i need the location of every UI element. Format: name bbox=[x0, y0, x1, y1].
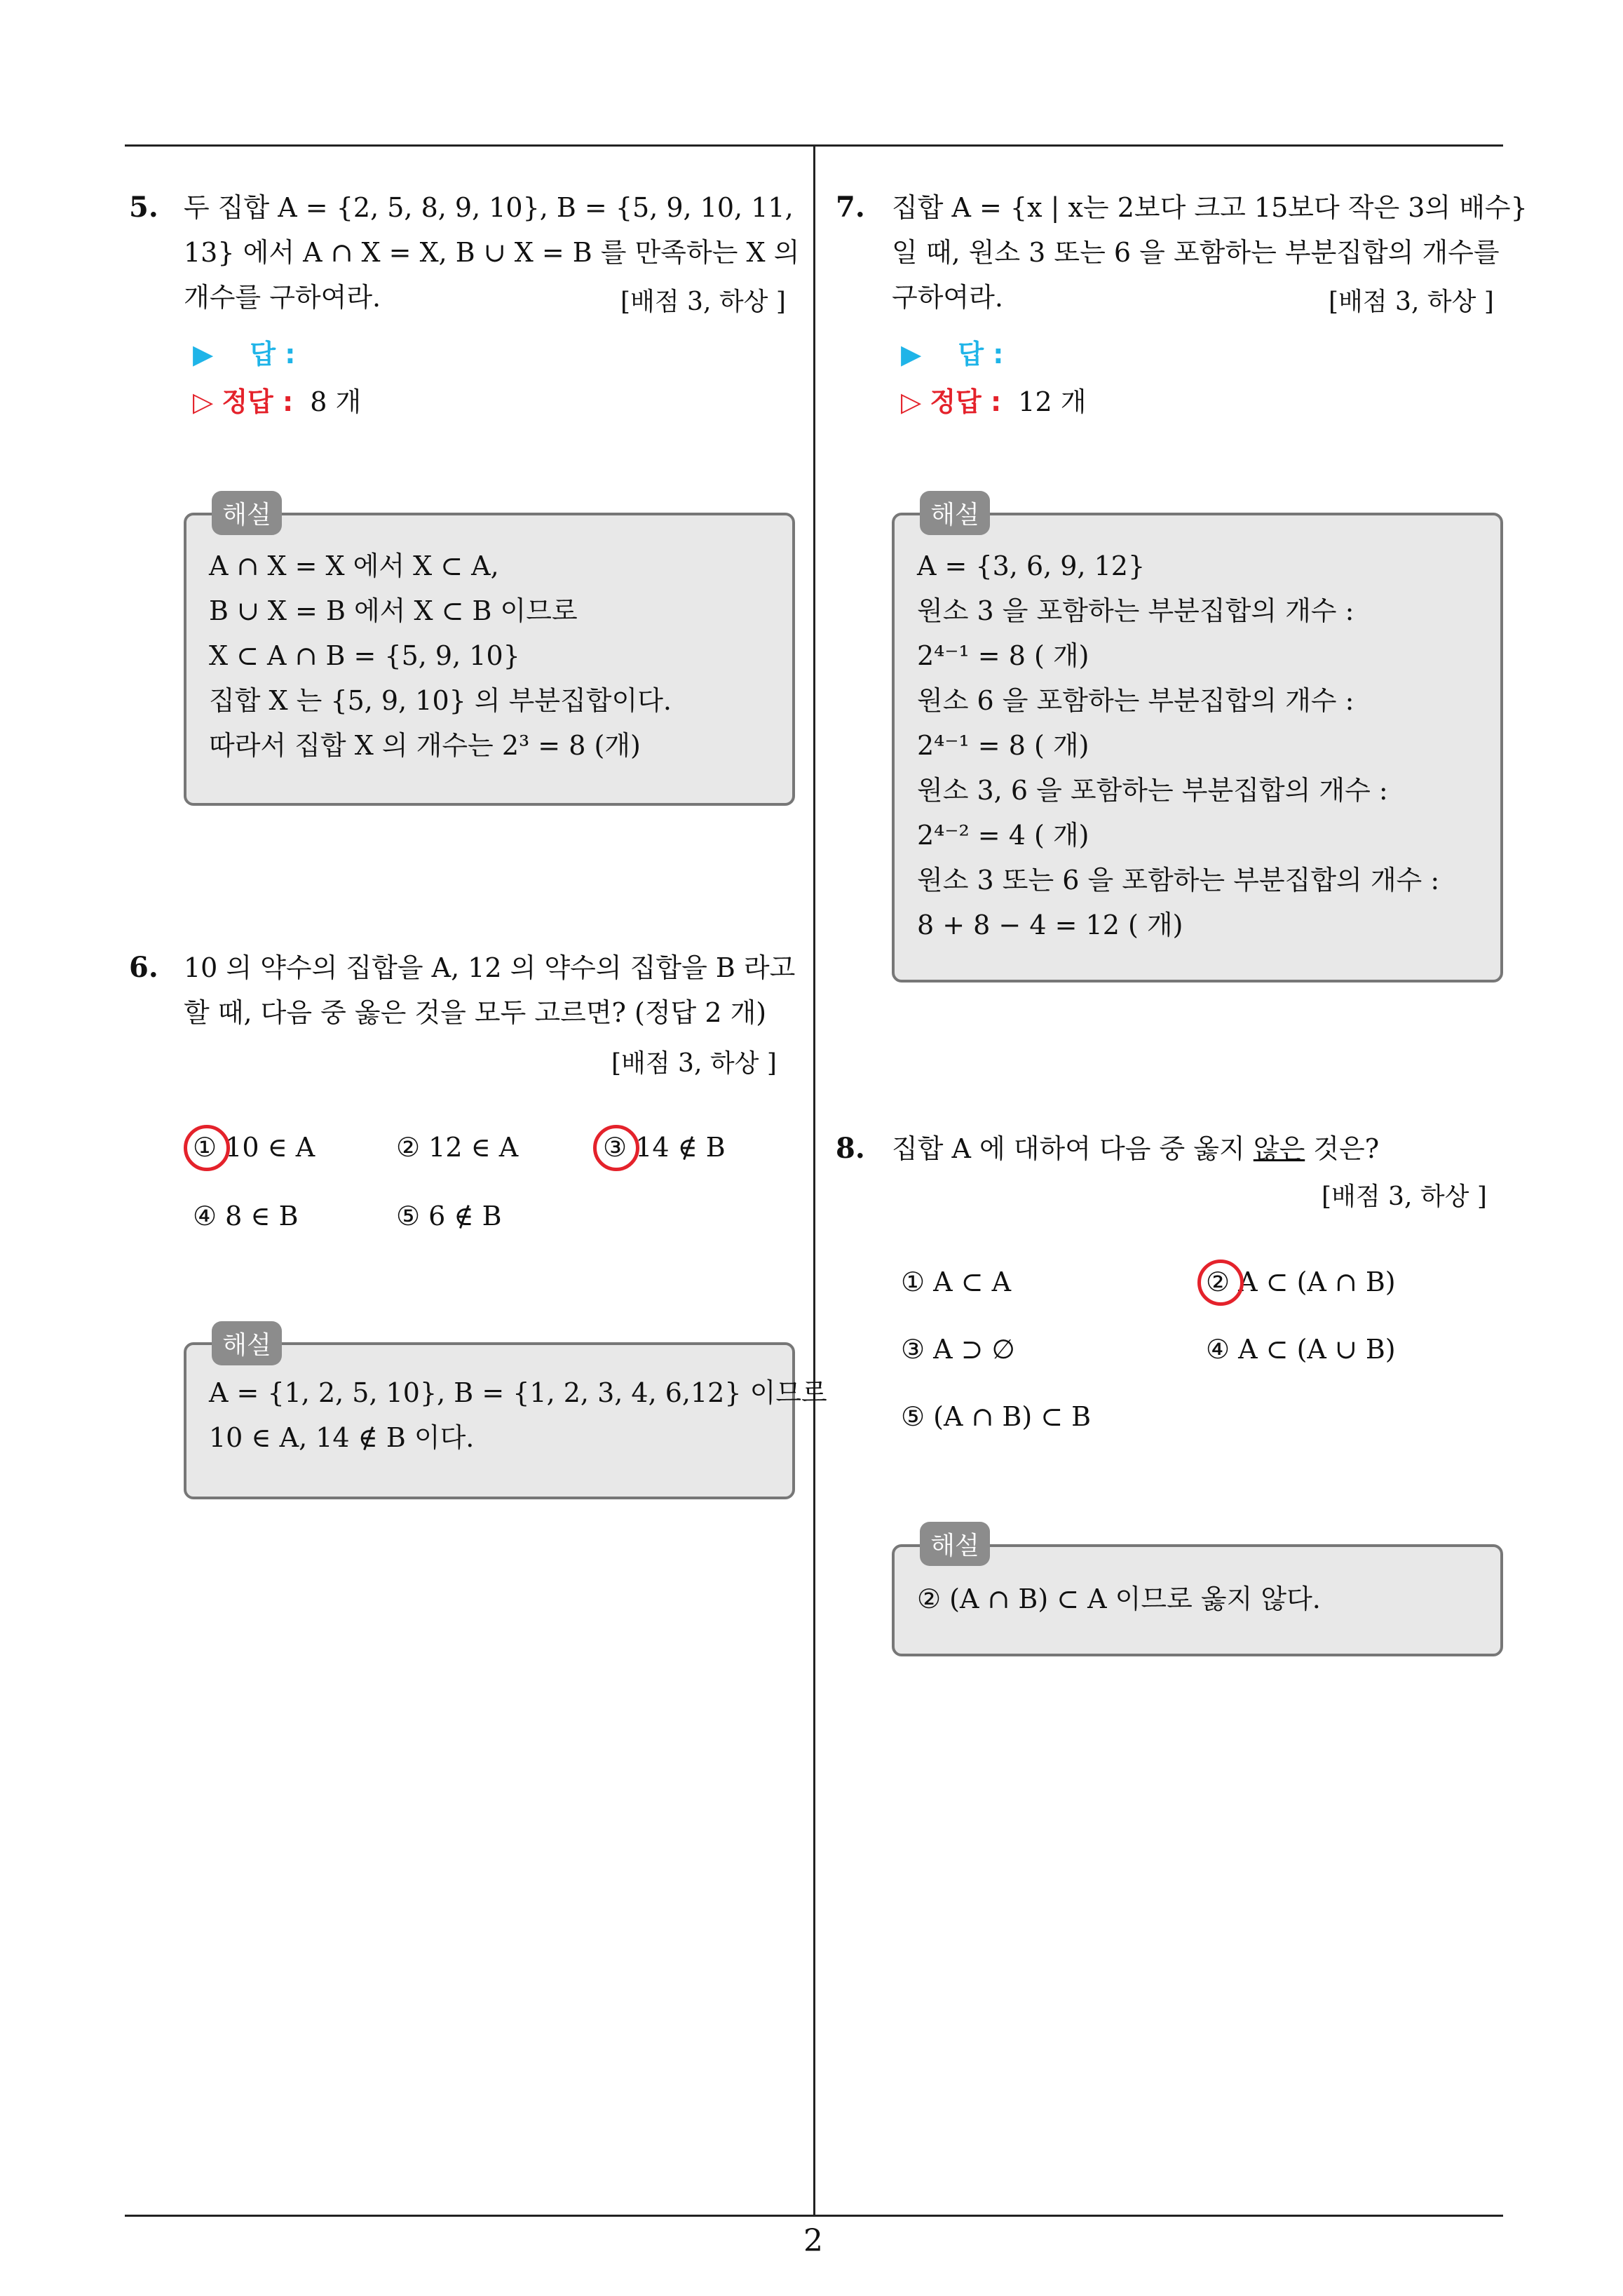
solution-box-7 bbox=[892, 513, 1503, 982]
solution-line: 원소 3, 6 을 포함하는 부분집합의 개수 : bbox=[917, 775, 1388, 806]
page-number: 2 bbox=[803, 2223, 823, 2259]
problem-6-line: 할 때, 다음 중 옳은 것을 모두 고르면? (정답 2 개) bbox=[184, 997, 767, 1028]
column-divider bbox=[813, 144, 815, 2217]
choice-2: ② 12 ∈ A bbox=[396, 1132, 519, 1163]
choice-4: ④ A ⊂ (A ∪ B) bbox=[1206, 1334, 1396, 1365]
problem-5-number: 5. bbox=[129, 191, 158, 224]
problem-5-line: 13} 에서 A ∩ X = X, B ∪ X = B 를 만족하는 X 의 bbox=[184, 237, 800, 268]
solution-tag: 해설 bbox=[212, 1321, 282, 1365]
problem-7-correct-line bbox=[901, 380, 1086, 419]
solution-5-text bbox=[209, 543, 672, 768]
solution-tag: 해설 bbox=[212, 491, 282, 535]
correct-label: 정답 : bbox=[930, 386, 1002, 417]
solution-box-6 bbox=[184, 1342, 827, 1499]
problem-7-line: 집합 A = {x | x는 2보다 크고 15보다 작은 3의 배수} bbox=[892, 192, 1528, 223]
problem-5-answer-line bbox=[193, 332, 295, 371]
problem-8-text-pre: 집합 A 에 대하여 다음 중 옳지 bbox=[892, 1133, 1254, 1164]
problem-8-text-post: 것은? bbox=[1305, 1133, 1380, 1164]
choice-1: ① 10 ∈ A bbox=[193, 1132, 315, 1163]
problem-8-underlined-word: 않은 bbox=[1253, 1133, 1305, 1164]
answer-label: 답 : bbox=[250, 339, 296, 370]
play-icon: ▶ bbox=[193, 339, 214, 370]
bottom-rule bbox=[125, 2215, 1503, 2217]
solution-line: A = {3, 6, 9, 12} bbox=[917, 551, 1146, 581]
play-icon: ▶ bbox=[901, 339, 922, 370]
problem-7-number: 7. bbox=[836, 191, 865, 224]
solution-tag: 해설 bbox=[920, 491, 990, 535]
problem-6-score: [배점 3, 하상 ] bbox=[611, 1049, 777, 1078]
solution-line: 2⁴⁻¹ = 8 ( 개) bbox=[917, 730, 1089, 761]
solution-line: A = {1, 2, 5, 10}, B = {1, 2, 3, 4, 6,12} 이므로 bbox=[209, 1377, 827, 1408]
solution-line: 원소 3 을 포함하는 부분집합의 개수 : bbox=[917, 595, 1354, 626]
choice-4: ④ 8 ∈ B bbox=[193, 1201, 299, 1231]
solution-8-text bbox=[917, 1576, 1321, 1621]
circle-mark-choice-2 bbox=[1197, 1260, 1244, 1306]
solution-line: ② (A ∩ B) ⊂ A 이므로 옳지 않다. bbox=[917, 1583, 1321, 1614]
problem-5-line: 개수를 구하여라. bbox=[184, 282, 381, 313]
solution-line: 2⁴⁻¹ = 8 ( 개) bbox=[917, 640, 1089, 671]
play-outline-icon: ▷ bbox=[193, 386, 214, 417]
correct-label: 정답 : bbox=[222, 386, 294, 417]
solution-box-5 bbox=[184, 513, 795, 806]
problem-7-line: 구하여라. bbox=[892, 282, 1003, 313]
problem-5-score: [배점 3, 하상 ] bbox=[620, 288, 786, 316]
solution-line: 2⁴⁻² = 4 ( 개) bbox=[917, 820, 1089, 851]
choice-5: ⑤ 6 ∉ B bbox=[396, 1201, 502, 1231]
solution-line: 따라서 집합 X 의 개수는 2³ = 8 (개) bbox=[209, 730, 641, 761]
choice-2: ② A ⊂ (A ∩ B) bbox=[1206, 1267, 1396, 1297]
solution-line: X ⊂ A ∩ B = {5, 9, 10} bbox=[209, 640, 520, 671]
problem-7-answer-line bbox=[901, 332, 1003, 371]
problem-6-number: 6. bbox=[129, 951, 158, 984]
problem-8-score: [배점 3, 하상 ] bbox=[1322, 1182, 1487, 1211]
problem-5-correct-line bbox=[193, 380, 361, 419]
solution-line: 10 ∈ A, 14 ∉ B 이다. bbox=[209, 1422, 475, 1453]
solution-line: A ∩ X = X 에서 X ⊂ A, bbox=[209, 551, 499, 581]
solution-tag: 해설 bbox=[920, 1522, 990, 1566]
problem-8-line bbox=[892, 1126, 1379, 1171]
solution-line: B ∪ X = B 에서 X ⊂ B 이므로 bbox=[209, 595, 578, 626]
answer-label: 답 : bbox=[958, 339, 1004, 370]
circle-mark-choice-3 bbox=[593, 1125, 639, 1171]
solution-line: 원소 6 을 포함하는 부분집합의 개수 : bbox=[917, 685, 1354, 716]
choice-1: ① A ⊂ A bbox=[901, 1267, 1012, 1297]
correct-value: 12 개 bbox=[1018, 386, 1087, 417]
solution-line: 원소 3 또는 6 을 포함하는 부분집합의 개수 : bbox=[917, 865, 1440, 896]
choice-5: ⑤ (A ∩ B) ⊂ B bbox=[901, 1401, 1092, 1432]
problem-6-text bbox=[184, 945, 795, 1035]
solution-6-text bbox=[209, 1370, 827, 1460]
solution-line: 8 + 8 − 4 = 12 ( 개) bbox=[917, 910, 1183, 940]
problem-8-text bbox=[892, 1126, 1379, 1171]
play-outline-icon: ▷ bbox=[901, 386, 922, 417]
problem-7-line: 일 때, 원소 3 또는 6 을 포함하는 부분집합의 개수를 bbox=[892, 237, 1500, 268]
problem-6-line: 10 의 약수의 집합을 A, 12 의 약수의 집합을 B 라고 bbox=[184, 952, 796, 983]
choice-3: ③ 14 ∉ B bbox=[603, 1132, 726, 1163]
circle-mark-choice-1 bbox=[184, 1125, 230, 1171]
correct-value: 8 개 bbox=[310, 386, 362, 417]
problem-7-score: [배점 3, 하상 ] bbox=[1329, 288, 1494, 316]
choice-3: ③ A ⊃ ∅ bbox=[901, 1334, 1015, 1365]
problem-5-line: 두 집합 A = {2, 5, 8, 9, 10}, B = {5, 9, 10, 11, bbox=[184, 192, 794, 223]
problem-8-number: 8. bbox=[836, 1132, 865, 1165]
solution-7-text bbox=[917, 543, 1439, 947]
solution-line: 집합 X 는 {5, 9, 10} 의 부분집합이다. bbox=[209, 685, 672, 716]
